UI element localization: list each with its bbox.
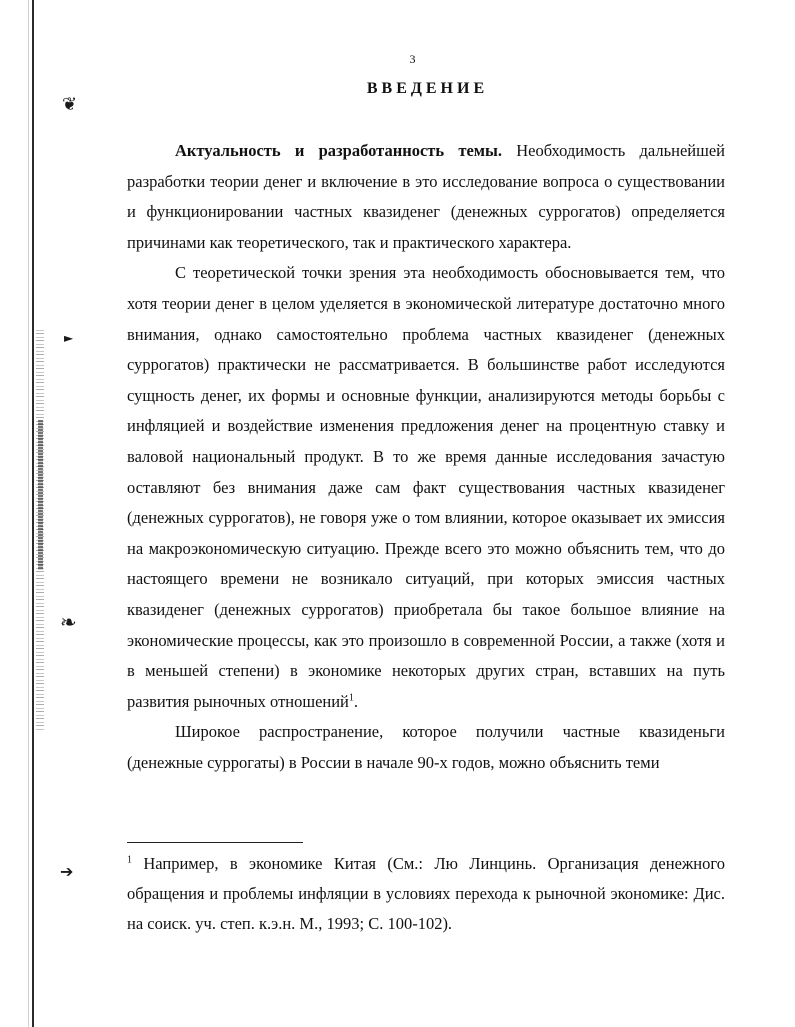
paragraph-spread	[127, 717, 725, 778]
footnote-marker: 1	[127, 854, 132, 866]
paragraph-text: Необходимость дальнейшей разработки теории денег и включение в это исследование вопроса о существовании и функционировании частных квазиденег (денежных суррогатов) определяется причинами как теоретического, так и практического характера.	[127, 141, 725, 252]
footnote-divider	[127, 842, 303, 843]
paragraph-text: Широкое распространение, которое получили частные квазиденьги (денежные суррогаты) в России в начале 90-х годов, можно объяснить теми	[127, 722, 725, 772]
scan-edge-line	[32, 0, 34, 1027]
binding-noise-dark	[38, 420, 43, 570]
paragraph-theory	[127, 258, 725, 717]
footnote-reference[interactable]: 1	[348, 692, 354, 704]
footnote-text: Например, в экономике Китая (См.: Лю Линцинь. Организация денежного обращения и проблемы инфляции в условиях перехода к рыночной экономике: Дис. на соиск. уч. степ. к.э.н. М., 1993; С. 100-102).	[127, 854, 725, 933]
main-text	[127, 136, 725, 778]
scan-edge-shadow	[28, 0, 29, 1027]
page-number: 3	[409, 52, 416, 66]
footnote	[127, 849, 725, 939]
hole-punch-mark-icon: ❦	[62, 94, 78, 115]
paragraph-relevance	[127, 136, 725, 258]
arrow-mark-icon: ►	[64, 331, 74, 345]
hole-punch-mark-icon: ❧	[60, 610, 77, 634]
paragraph-lead: Актуальность и разработанность темы.	[175, 141, 503, 160]
arrow-mark-icon: ➔	[60, 862, 74, 881]
page-title: ВВЕДЕНИЕ	[366, 80, 489, 97]
paragraph-text: С теоретической точки зрения эта необходимость обосновывается тем, что хотя теории денег в целом уделяется в экономической литературе достаточно много внимания, однако самостоятельно проблема частных квазиденег (денежных суррогатов) практически не рассматривается. В большинстве работ исследуются сущность денег, их формы и основные функции, анализируются методы борьбы с инфляцией и воздействие изменения предложения денег на процентную ставку и валовой национальный продукт. В то же время данные исследования зачастую оставляют без внимания даже сам факт существования частных квазиденег (денежных суррогатов), не говоря уже о том влиянии, которое оказывает их эмиссия на макроэкономическую ситуацию. Прежде всего это можно объяснить тем, что до настоящего времени не возникало ситуаций, при которых эмиссия частных квазиденег (денежных суррогатов) приобретала бы такое большое влияние на экономические процессы, как это произошло в современной России, а также (хотя и в меньшей степени) в экономике некоторых других стран, вставших на путь развития рыночных отношений	[127, 263, 725, 711]
paragraph-tail: .	[353, 691, 359, 711]
